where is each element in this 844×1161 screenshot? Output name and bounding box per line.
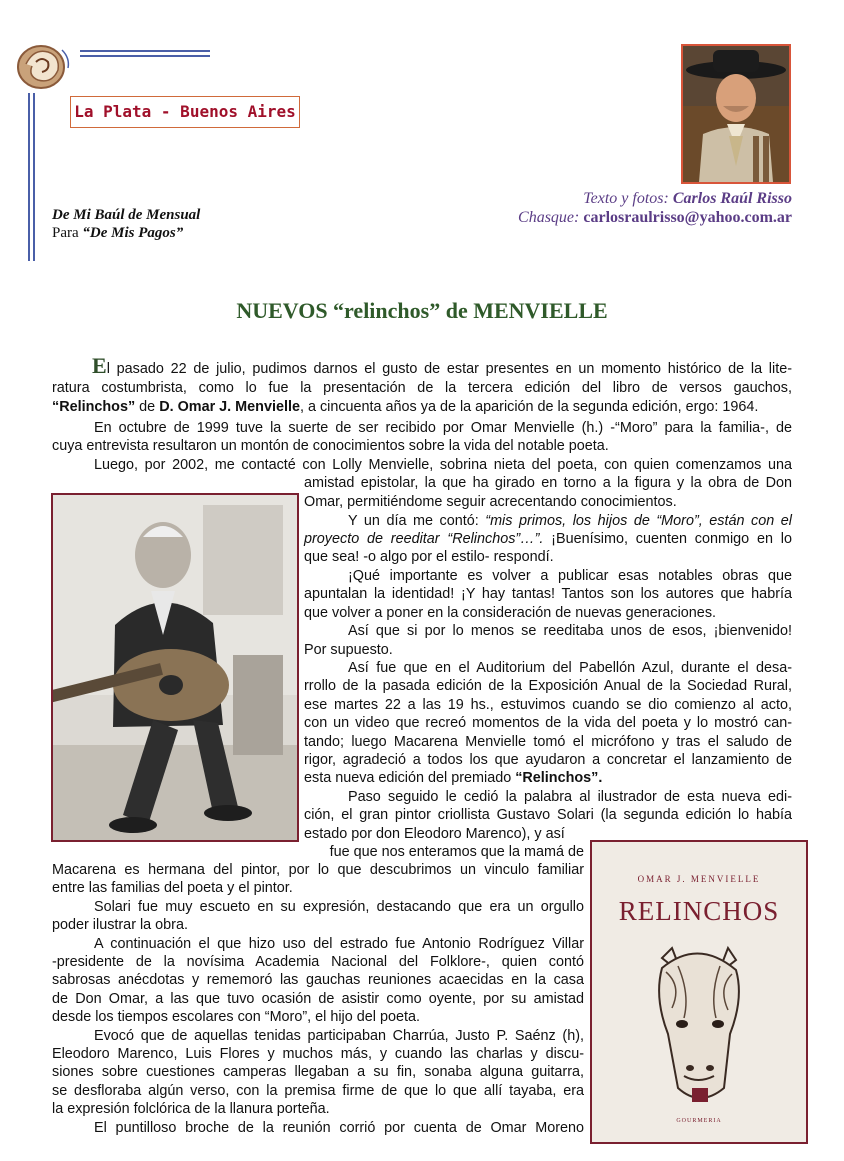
- credits-text-label: Texto y fotos:: [583, 190, 669, 207]
- body-line: El puntilloso broche de la reunión corrió por cuenta de Omar Moreno: [94, 1120, 584, 1136]
- body-line: proyecto de reeditar “Relinchos”…”. ¡Buenísimo, cuenten conmigo en lo: [304, 531, 792, 547]
- body-line: esta nueva edición del premiado “Relinchos”.: [304, 770, 603, 786]
- body-line: fue que nos enteramos que la mamá de: [329, 844, 584, 860]
- body-line: Por supuesto.: [304, 642, 393, 658]
- credits-author: Carlos Raúl Risso: [672, 190, 792, 207]
- body-line: entre las familias del poeta y el pintor.: [52, 880, 293, 896]
- body-line: que volver a poner en la consideración de nuevas generaciones.: [304, 605, 717, 621]
- body-line: que sea! -o algo por el estilo- respondí.: [304, 549, 554, 565]
- poet-guitar-photo: [51, 493, 299, 842]
- author-photo: [681, 44, 791, 184]
- body-line: Así fue que en el Auditorium del Pabellón Azul, durante el desa-: [348, 660, 792, 676]
- body-line: Macarena es hermana del pintor, por lo que descubrimos un vinculo familiar: [52, 862, 584, 878]
- decorative-emblem: [14, 40, 74, 90]
- body-line: poder ilustrar la obra.: [52, 917, 188, 933]
- body-line: con un video que recreó momentos de la vida del poeta y lo mostró can-: [304, 715, 792, 731]
- book-cover-author: OMAR J. MENVIELLE: [637, 874, 761, 884]
- location-label: La Plata - Buenos Aires: [70, 96, 300, 128]
- body-line: Luego, por 2002, me contacté con Lolly Menvielle, sobrina nieta del poeta, con quien comenzamos una: [94, 457, 792, 473]
- rule-left-2: [33, 93, 35, 261]
- body-line: Evocó que de aquellas tenidas participaban Charrúa, Justo P. Saénz (h),: [94, 1028, 584, 1044]
- body-line: ¡Qué importante es volver a publicar esas notables obras que: [348, 568, 792, 584]
- body-line: ratura costumbrista, como lo fue la presentación de la tercera edición del libro de versos gauchos,: [52, 380, 792, 396]
- body-line: A continuación el que hizo uso del estrado fue Antonio Rodríguez Villar: [94, 936, 584, 952]
- credits-email[interactable]: carlosraulrisso@yahoo.com.ar: [583, 209, 792, 226]
- book-cover: [590, 840, 808, 1144]
- rule-top-2: [80, 55, 210, 57]
- article-headline: NUEVOS “relinchos” de MENVIELLE: [236, 298, 608, 323]
- body-line: Y un día me contó: “mis primos, los hijos de “Moro”, están con el: [348, 513, 792, 529]
- body-line: sabrosas anécdotas y rememoró las gauchas reuniones acaecidas en la casa: [52, 972, 584, 988]
- source-prefix: Para: [52, 225, 79, 241]
- drop-cap: E: [92, 353, 107, 378]
- body-line: ese martes 22 a las 19 hs., estuvimos cuando se dio comienzo al acto,: [304, 697, 792, 713]
- body-line: rigor, agradeció a todos los que ayudaron a concretar el lanzamiento de: [304, 752, 792, 768]
- body-line: En octubre de 1999 tuve la suerte de ser recibido por Omar Menvielle (h.) -“Moro” para la familia-, de: [94, 420, 792, 436]
- body-line: se desfloraba algún verso, con la premisa firme de que lo que allí tayaba, era: [52, 1083, 584, 1099]
- body-line: rrollo de la pasada edición de la Exposición Anual de la Sociedad Rural,: [304, 678, 792, 694]
- book-cover-title: RELINCHOS: [618, 896, 780, 926]
- rule-left: [28, 93, 30, 261]
- body-line: Paso seguido le cedió la palabra al ilustrador de esta nueva edi-: [348, 789, 792, 805]
- body-line: de Don Omar, a las que tuvo ocasión de asistir como oyente, por su amistad: [52, 991, 584, 1007]
- body-line: -presidente de la novísima Academia Nacional del Folklore-, quien contó: [52, 954, 584, 970]
- body-line: desde los tiempos escolares con “Moro”, el hijo del poeta.: [52, 1009, 420, 1025]
- credits-email-label: Chasque:: [518, 209, 580, 226]
- body-line: tando; luego Macarena Menvielle tomó el micrófono y tras el saludo de: [304, 734, 792, 750]
- body-line: cuya entrevista resultaron un montón de conocimientos sobre la vida del notable poeta.: [52, 438, 609, 454]
- body-line: la expresión folclórica de la llanura porteña.: [52, 1101, 330, 1117]
- credits: [518, 189, 792, 227]
- source-block: [52, 206, 200, 242]
- source-publication: “De Mis Pagos”: [82, 225, 184, 241]
- rule-top: [80, 50, 210, 52]
- body-line: Así que si por lo menos se reeditaba unos de esos, ¡bienvenido!: [348, 623, 792, 639]
- body-line: “Relinchos” de D. Omar J. Menvielle, a cincuenta años ya de la aparición de la segunda edición, ergo: 1964.: [52, 399, 759, 415]
- body-line: estado por don Eleodoro Marenco), y así: [304, 826, 565, 842]
- source-title: De Mi Baúl de Mensual: [52, 207, 201, 223]
- body-line: Omar, permitiéndome seguir acrecentando conocimientos.: [304, 494, 677, 510]
- body-line: apuntalan la identidad! ¡Y hay tantas! Tantos son los autores que habría: [304, 586, 792, 602]
- body-line: Solari fue muy escueto en su expresión, destacando que era un orgullo: [94, 899, 584, 915]
- body-line: amistad epistolar, la que ha girado en torno a la figura y la obra de Don: [304, 475, 792, 491]
- horse-head-illustration: [632, 938, 766, 1108]
- body-line: El pasado 22 de julio, pudimos darnos el gusto de estar presentes en un momento histórico de la lite-: [92, 353, 792, 378]
- book-cover-publisher: GOURMERIA: [676, 1118, 722, 1124]
- body-line: ción, el gran pintor criollista Gustavo Solari (la segunda edición lo había: [304, 807, 792, 823]
- body-line: siones sobre cuestiones camperas llegaban a su fin, sonaba alguna guitarra,: [52, 1064, 584, 1080]
- body-line: Eleodoro Marenco, Luis Flores y muchos más, y cuando las charlas y discu-: [52, 1046, 584, 1062]
